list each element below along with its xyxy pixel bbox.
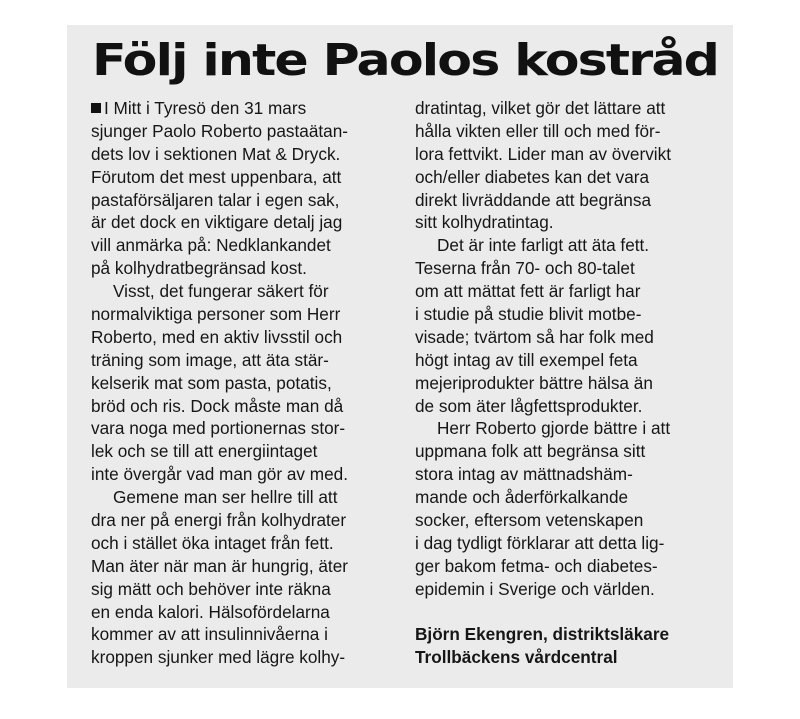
text-line: om att mättat fett är farligt har (415, 281, 641, 302)
text-line: uppmana folk att begränsa sitt (415, 441, 646, 462)
text-line: träning som image, att äta stär- (91, 349, 329, 370)
text-line: och i stället öka intaget från fett. (91, 532, 334, 553)
text-line: normalviktiga personer som Herr (91, 304, 341, 325)
text-line: lora fettvikt. Lider man av övervikt (415, 143, 671, 164)
text-line: lek och se till att energiintaget (91, 441, 318, 462)
text-line: är det dock en viktigare detalj jag (91, 212, 343, 233)
text-line: Förutom det mest uppenbara, att (91, 166, 342, 187)
article-column-left (91, 97, 391, 669)
text-line: dra ner på energi från kolhydrater (91, 510, 347, 531)
text-line: och/eller diabetes kan det vara (415, 166, 650, 187)
text-line: Roberto, med en aktiv livsstil och (91, 326, 343, 347)
text-line: bröd och ris. Dock måste man då (91, 395, 344, 416)
text-line: socker, eftersom vetenskapen (415, 510, 644, 531)
text-line: Visst, det fungerar säkert för (113, 281, 329, 302)
text-line: kommer av att insulinnivåerna i (91, 624, 328, 645)
text-line: Det är inte farligt att äta fett. (437, 235, 650, 256)
text-line: inte övergår vad man gör av med. (91, 464, 348, 485)
bullet-square-icon (91, 103, 101, 113)
text-line: de som äter lågfettsprodukter. (415, 395, 643, 416)
text-line: på kolhydratbegränsad kost. (91, 258, 307, 279)
text-line: vara noga med portionernas stor- (91, 418, 346, 439)
text-line: i studie på studie blivit motbe- (415, 304, 642, 325)
text-line: visade; tvärtom så har folk med (415, 326, 654, 347)
text-line-content: I Mitt i Tyresö den 31 mars (104, 98, 307, 118)
text-line: sitt kolhydratintag. (415, 212, 554, 233)
paragraph-gap (415, 601, 715, 624)
headline: Följ inte Paolos kostråd (92, 35, 719, 86)
text-line: ger bakom fetma- och diabetes- (415, 555, 658, 576)
text-line: stora intag av mättnadshäm- (415, 464, 633, 485)
text-line: Man äter när man är hungrig, äter (91, 555, 348, 576)
text-line: sjunger Paolo Roberto pastaätan- (91, 120, 349, 141)
text-line: kroppen sjunker med lägre kolhy- (91, 647, 346, 668)
text-line: en enda kalori. Hälsofördelarna (91, 601, 330, 622)
text-line: i dag tydligt förklarar att detta lig- (415, 532, 665, 553)
text-line: mande och åderförkalkande (415, 487, 629, 508)
author-name: Björn Ekengren, distriktsläkare (415, 624, 670, 645)
text-line: Gemene man ser hellre till att (113, 487, 338, 508)
text-line: högt intag av till exempel feta (415, 349, 638, 370)
text-line: mejeriprodukter bättre hälsa än (415, 372, 653, 393)
text-line: direkt livräddande att begränsa (415, 189, 652, 210)
text-line (91, 97, 391, 120)
text-line: dets lov i sektionen Mat & Dryck. (91, 143, 341, 164)
text-line: sig mätt och behöver inte räkna (91, 578, 331, 599)
article-column-right (415, 97, 715, 669)
text-line: kelserik mat som pasta, potatis, (91, 372, 332, 393)
text-line: hålla vikten eller till och med för- (415, 120, 661, 141)
author-workplace: Trollbäckens vårdcentral (415, 647, 618, 668)
text-line: epidemin i Sverige och världen. (415, 578, 655, 599)
text-line: Herr Roberto gjorde bättre i att (437, 418, 671, 439)
text-line: pastaförsäljaren talar i egen sak, (91, 189, 340, 210)
text-line: Teserna från 70- och 80-talet (415, 258, 635, 279)
text-line: vill anmärka på: Nedklankandet (91, 235, 331, 256)
text-line: dratintag, vilket gör det lättare att (415, 98, 666, 118)
newspaper-clipping (67, 25, 733, 688)
